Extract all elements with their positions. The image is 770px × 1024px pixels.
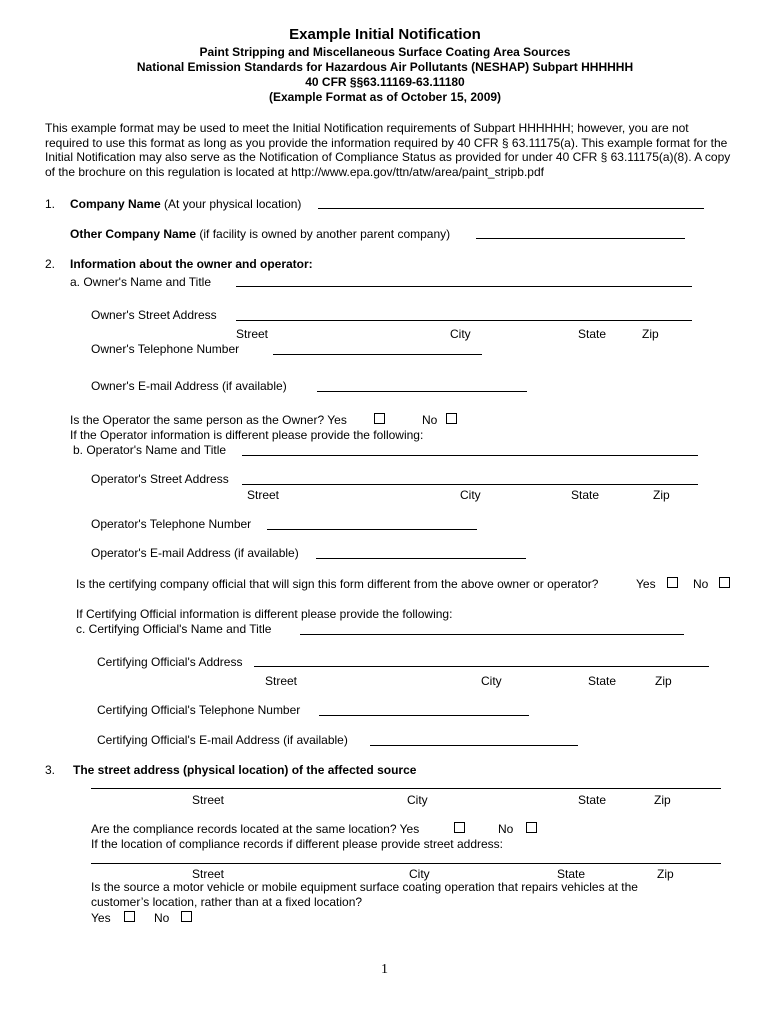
- company-name-rest: (At your physical location): [160, 197, 302, 211]
- certifying-address-label: Certifying Official's Address: [97, 655, 243, 669]
- records-same-no-checkbox[interactable]: [526, 822, 537, 833]
- certifying-no-label: No: [693, 577, 709, 591]
- certifying-phone-label: Certifying Official's Telephone Number: [97, 703, 301, 717]
- certifying-yes-checkbox[interactable]: [667, 577, 678, 588]
- certifying-yes-label: Yes: [636, 577, 656, 591]
- owner-phone-field[interactable]: [273, 354, 482, 355]
- operator-name-field[interactable]: [242, 455, 698, 456]
- records-if-different-text: If the location of compliance records if different please provide street address:: [91, 837, 504, 851]
- source-address-field[interactable]: [91, 788, 721, 789]
- operator-same-no-checkbox[interactable]: [446, 413, 457, 424]
- records-same-yes-checkbox[interactable]: [454, 822, 465, 833]
- section-2-number: 2.: [45, 257, 56, 271]
- operator-state-sublabel: State: [571, 488, 600, 502]
- owner-name-field[interactable]: [236, 286, 692, 287]
- company-name-label: [70, 197, 301, 211]
- certifying-email-field[interactable]: [370, 745, 578, 746]
- source-street-sublabel: Street: [192, 793, 225, 807]
- subtitle-line-2: National Emission Standards for Hazardous Air Pollutants (NESHAP) Subpart HHHHHH: [136, 60, 634, 74]
- records-street-sublabel: Street: [192, 867, 225, 881]
- source-city-sublabel: City: [407, 793, 428, 807]
- certifying-name-label: c. Certifying Official's Name and Title: [76, 622, 272, 636]
- operator-name-label: b. Operator's Name and Title: [73, 443, 227, 457]
- motor-no-checkbox[interactable]: [181, 911, 192, 922]
- certifying-address-field[interactable]: [254, 666, 709, 667]
- intro-paragraph: This example format may be used to meet the Initial Notification requirements of Subpart HHHHHH; however, you are not required to use this format as long as you provide the information required by 40 CFR § 63.11175(a). This example format for the Initial Notification may also serve as the Notification of Compliance Status as provided for under 40 CFR § 63.11175(a)(8). A copy of the brochure on this regulation is located at http://www.epa.gov/ttn/atw/area/paint_stripb.pdf: [45, 121, 731, 179]
- company-name-field[interactable]: [318, 208, 704, 209]
- company-name-bold: Company Name: [70, 197, 161, 211]
- source-zip-sublabel: Zip: [654, 793, 671, 807]
- certifying-if-different-text: If Certifying Official information is different please provide the following:: [76, 607, 453, 621]
- section-3-heading: The street address (physical location) of the affected source: [73, 763, 417, 777]
- operator-email-field[interactable]: [316, 558, 526, 559]
- operator-city-sublabel: City: [460, 488, 481, 502]
- records-zip-sublabel: Zip: [657, 867, 674, 881]
- section-3-number: 3.: [45, 763, 56, 777]
- certifying-name-field[interactable]: [300, 634, 684, 635]
- motor-vehicle-question: Is the source a motor vehicle or mobile equipment surface coating operation that repairs vehicles at the customer’s location, rather than at a fixed location?: [91, 880, 638, 909]
- records-same-no-label: No: [498, 822, 514, 836]
- owner-email-label: Owner's E-mail Address (if available): [91, 379, 287, 393]
- operator-if-different-text: If the Operator information is different please provide the following:: [70, 428, 424, 442]
- owner-phone-label: Owner's Telephone Number: [91, 342, 240, 356]
- owner-name-label: a. Owner's Name and Title: [70, 275, 212, 289]
- section-2-heading: Information about the owner and operator:: [70, 257, 313, 271]
- certifying-street-sublabel: Street: [265, 674, 298, 688]
- certifying-different-question: Is the certifying company official that will sign this form different from the above owner or operator?: [76, 577, 599, 591]
- operator-same-no-label: No: [422, 413, 438, 427]
- source-state-sublabel: State: [578, 793, 607, 807]
- owner-email-field[interactable]: [317, 391, 527, 392]
- other-company-rest: (if facility is owned by another parent company): [196, 227, 451, 241]
- subtitle-line-1: Paint Stripping and Miscellaneous Surface Coating Area Sources: [199, 45, 571, 59]
- operator-phone-label: Operator's Telephone Number: [91, 517, 252, 531]
- owner-zip-sublabel: Zip: [642, 327, 659, 341]
- records-city-sublabel: City: [409, 867, 430, 881]
- operator-same-yes-checkbox[interactable]: [374, 413, 385, 424]
- operator-street-label: Operator's Street Address: [91, 472, 229, 486]
- certifying-phone-field[interactable]: [319, 715, 529, 716]
- motor-yes-checkbox[interactable]: [124, 911, 135, 922]
- certifying-no-checkbox[interactable]: [719, 577, 730, 588]
- subtitle-line-3: 40 CFR §§63.11169-63.11180: [305, 75, 465, 89]
- motor-no-label: No: [154, 911, 170, 925]
- other-company-label: [70, 227, 450, 241]
- other-company-bold: Other Company Name: [70, 227, 197, 241]
- owner-street-sublabel: Street: [236, 327, 269, 341]
- certifying-email-label: Certifying Official's E-mail Address (if available): [97, 733, 348, 747]
- page-number: 1: [381, 962, 388, 977]
- motor-yes-label: Yes: [91, 911, 111, 925]
- records-same-question: Are the compliance records located at the same location? Yes: [91, 822, 420, 836]
- owner-street-label: Owner's Street Address: [91, 308, 217, 322]
- operator-same-question: Is the Operator the same person as the Owner? Yes: [70, 413, 347, 427]
- page-title: Example Initial Notification: [289, 26, 481, 43]
- other-company-field[interactable]: [476, 238, 685, 239]
- certifying-zip-sublabel: Zip: [655, 674, 672, 688]
- operator-zip-sublabel: Zip: [653, 488, 670, 502]
- subtitle-line-4: (Example Format as of October 15, 2009): [268, 90, 502, 104]
- owner-street-field[interactable]: [236, 320, 692, 321]
- operator-email-label: Operator's E-mail Address (if available): [91, 546, 299, 560]
- certifying-state-sublabel: State: [588, 674, 617, 688]
- records-address-field[interactable]: [91, 863, 721, 864]
- owner-city-sublabel: City: [450, 327, 471, 341]
- certifying-city-sublabel: City: [481, 674, 502, 688]
- operator-phone-field[interactable]: [267, 529, 477, 530]
- owner-state-sublabel: State: [578, 327, 607, 341]
- section-1-number: 1.: [45, 197, 56, 211]
- operator-street-field[interactable]: [242, 484, 698, 485]
- records-state-sublabel: State: [557, 867, 586, 881]
- operator-street-sublabel: Street: [247, 488, 280, 502]
